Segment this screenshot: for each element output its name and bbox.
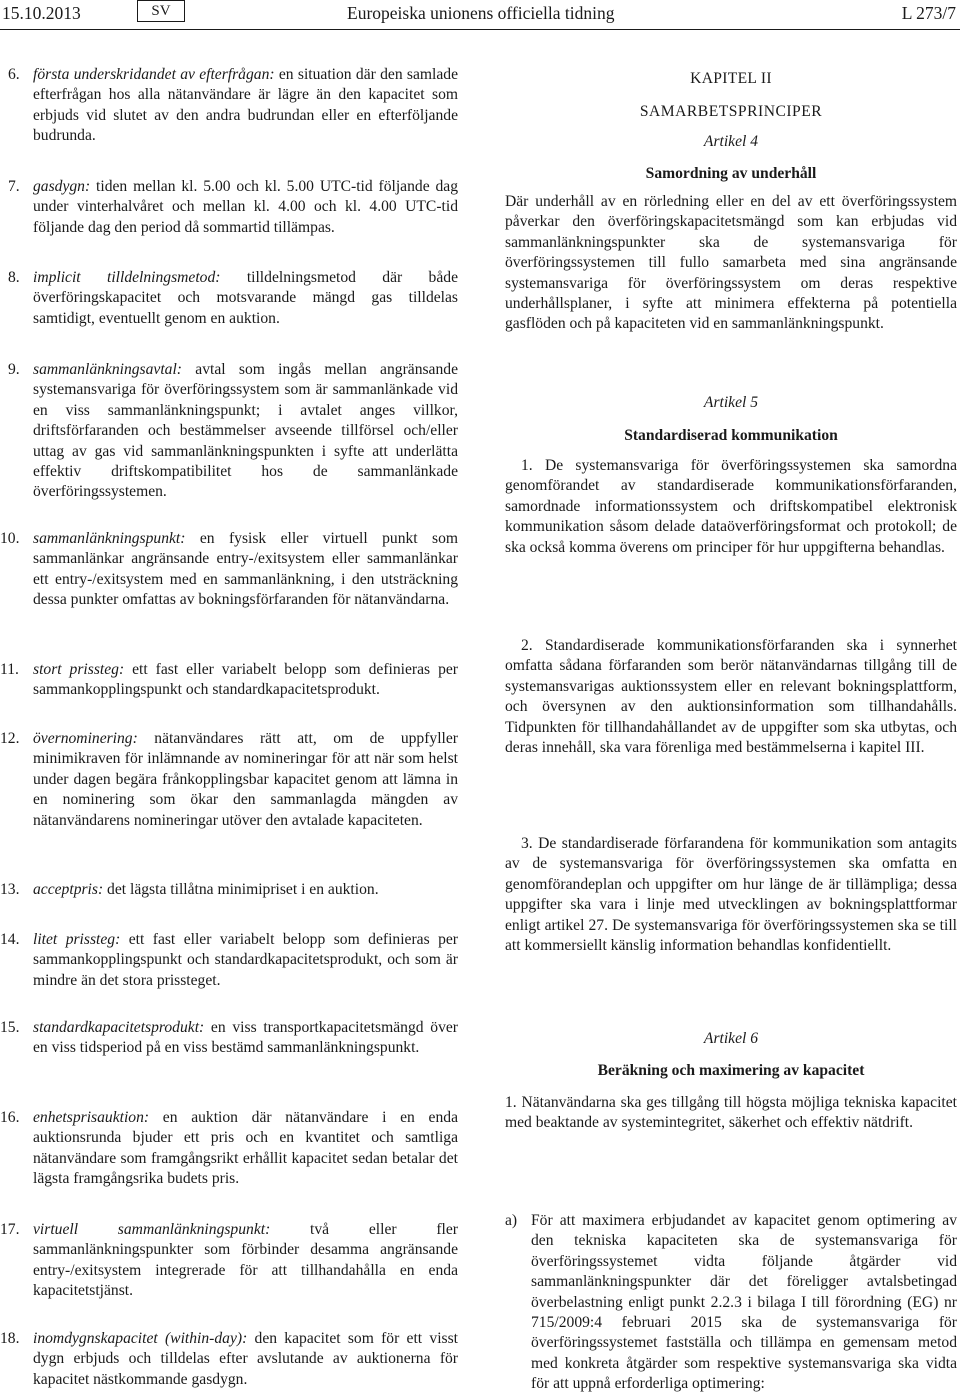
- publication-date: 15.10.2013: [2, 3, 81, 23]
- definition-term: övernominering:: [33, 730, 138, 747]
- definition-item: [8, 65, 458, 147]
- right-column: [505, 65, 957, 1393]
- list-marker: a): [505, 1212, 518, 1229]
- definition-term: acceptpris:: [33, 881, 104, 898]
- item-number: 8.: [8, 269, 20, 286]
- definition-item: [0, 529, 458, 611]
- article-6-label: Artikel 6: [703, 1030, 759, 1047]
- definition-text: avtal som ingås mellan angränsande systemansvariga för överföringssystem som är sammanlänkade vid en viss sammanlänkningspunkt; i avtalet anges villkor, driftsförfaranden och bestämmelser avseende tillförsel och/eller uttag av gas vid sammanlänkningspunkten i syfte att underlätta effektiv driftskompatibilitet hos de sammanlänkade överföringssystemen.: [33, 361, 458, 501]
- definition-text: tilldelningsmetod där både överföringskapacitet och motsvarande mängd gas tilldelas samtidigt, eventuellt genom en auktion.: [33, 269, 458, 327]
- article-5-title: Standardiserad kommunikation: [624, 427, 838, 444]
- article-6-title: Beräkning och maximering av kapacitet: [597, 1062, 865, 1079]
- item-number: 13.: [0, 881, 20, 898]
- definition-item: [0, 660, 458, 701]
- definition-term: sammanlänkningsavtal:: [33, 361, 182, 378]
- article-4-label: Artikel 4: [703, 133, 759, 150]
- item-number: 17.: [0, 1221, 20, 1238]
- left-column: [0, 65, 458, 1388]
- definition-term: litet prissteg:: [33, 931, 121, 948]
- item-number: 15.: [0, 1019, 20, 1036]
- definition-item: [0, 930, 458, 991]
- definition-term: gasdygn:: [33, 178, 91, 195]
- definition-term: inomdygnskapacitet (within-day):: [33, 1330, 248, 1347]
- page-header: [0, 0, 960, 30]
- item-number: 11.: [0, 661, 19, 678]
- definition-term: första underskridandet av efterfrågan:: [33, 66, 275, 83]
- item-number: 10.: [0, 530, 20, 547]
- definition-text: tiden mellan kl. 5.00 och kl. 5.00 UTC-tid följande dag under vinterhalvåret och mellan kl. 4.00 och kl. 4.00 UTC-tid följande dag den period då sommartid tillämpas.: [33, 178, 458, 236]
- definition-text: ett fast eller variabelt belopp som definieras per sammankopplingspunkt och standardkapacitetsprodukt.: [33, 661, 458, 699]
- definition-text: en situation där den samlade efterfrågan hos alla nätanvändare är lägre än den kapacitet som erbjuds vid slutet av den andra budrundan eller en efterföljande budrunda.: [33, 66, 458, 145]
- definition-item: [0, 1108, 458, 1190]
- article-6-paragraph-1: 1. Nätanvändarna ska ges tillgång till högsta möjliga tekniska kapacitet med beaktande av systemintegritet, säkerhet och effektiv nätdrift.: [505, 1094, 957, 1132]
- definition-text: nätanvändares rätt att, om de uppfyller minimikraven för inlämnande av nomineringar för att när som helst under dagen begära frånkopplingsbar kapacitet genom att lämna in en nominering som ökar den sammanlagda mängden av nätanvändarens nomineringar utöver den avtalade kapaciteten.: [33, 730, 458, 829]
- article-5-paragraph-1: 1. De systemansvariga för överföringssystemen ska samordna genomförandet av standardiserade kommunikationsförfaranden, samordnade informationssystem och driftskompatibel elektronisk kommunikation såsom delade dataöverföringsformat och protokoll; de ska också komma överens om principer för hur uppgifterna behandlas.: [505, 457, 957, 556]
- definition-item: [8, 177, 458, 238]
- article-5-paragraph-2: 2. Standardiserade kommunikationsförfaranden ska i synnerhet omfatta sådana förfaranden som berör nätanvändarnas tillgång till de systemansvarigas auktionssystem eller en relevant bokningsplattform, och översynen av den auktionsinformation som tillhandahålls. Tidpunkten för tillhandahållandet av de uppgifter som ska utbytas, och deras innehåll, ska vara förenliga med bestämmelserna i kapitel III.: [505, 637, 957, 757]
- definition-text: det lägsta tillåtna minimipriset i en auktion.: [103, 881, 379, 898]
- definition-item: [0, 1018, 458, 1059]
- definition-item: [8, 360, 458, 503]
- definition-item: [8, 268, 458, 329]
- definition-term: enhetsprisauktion:: [33, 1109, 150, 1126]
- definition-term: stort prissteg:: [33, 661, 125, 678]
- definition-term: implicit tilldelningsmetod:: [33, 269, 221, 286]
- definition-term: virtuell sammanlänkningspunkt:: [33, 1221, 271, 1238]
- item-number: 6.: [8, 66, 20, 83]
- header-rule: [0, 29, 960, 30]
- definition-item: [0, 729, 458, 831]
- definition-text: ett fast eller variabelt belopp som definieras per sammankopplingspunkt och standardkapacitetsprodukt, och som är mindre än det stora prissteget.: [33, 931, 458, 989]
- item-number: 16.: [0, 1109, 20, 1126]
- definition-text: en fysisk eller virtuell punkt som sammanlänkar angränsande entry-/exitsystem eller sammanlänkar ett entry-/exitsystem med en sammanlänkning, i den utsträckning dessa punkter omfattas av bokningsförfaranden för nätanvändarna.: [33, 530, 458, 609]
- list-item-text: För att maximera erbjudandet av kapacitet genom optimering av den tekniska kapaciteten ska de systemansvariga för överföringssystemet vidta följande åtgärder vid sammanlänkningspunkter där det föreligger avtalsbetingad överbelastning enligt punkt 2.2.3 i bilaga I till förordning (EG) nr 715/2009:4 februari 2015 ska de systemansvariga för överföringssystemet fastställa och tillämpa en gemensam metod med konkreta åtgärder som respektive systemansvariga ska vidta för att uppnå erforderliga optimering:: [531, 1212, 957, 1393]
- article-5-paragraph-3: 3. De standardiserade förfarandena för kommunikation som antagits av de systemansvariga för överföringssystemen ska omfatta en genomförandeplan och uppgifter om hur länge de är tillämpliga; dessa uppgifter ska vara i linje med utvecklingen av bokningsplattformar enligt artikel 27. De systemansvariga för överföringssystemen ska se till att kommersiellt känslig information behandlas konfidentiellt.: [505, 835, 957, 955]
- page-reference: L 273/7: [901, 3, 956, 23]
- definition-term: standardkapacitetsprodukt:: [33, 1019, 205, 1036]
- definition-item: [0, 880, 458, 900]
- journal-title: Europeiska unionens officiella tidning: [347, 3, 615, 23]
- item-number: 12.: [0, 730, 20, 747]
- article-4-title: Samordning av underhåll: [645, 165, 817, 182]
- definition-item: [0, 1329, 458, 1390]
- item-number: 9.: [8, 361, 20, 378]
- chapter-number: KAPITEL II: [690, 70, 772, 87]
- definition-text: en auktion där nätanvändare i en enda auktionsrunda bjuder ett pris och en kvantitet och samtliga nätanvändare som framgångsrikt erhållit kapacitet sedan betalar det lägsta framgångsrika budets pris.: [33, 1109, 458, 1188]
- definition-term: sammanlänkningspunkt:: [33, 530, 186, 547]
- item-number: 18.: [0, 1330, 20, 1347]
- language-badge: SV: [137, 0, 185, 22]
- article-5-label: Artikel 5: [703, 394, 759, 411]
- article-6-list-item-a: [505, 1211, 957, 1395]
- definition-item: [0, 1220, 458, 1302]
- article-4-text: Där underhåll av en rörledning eller en del av ett överföringssystem påverkar den överföringskapacitetsmängd som kan erbjudas vid sammanlänkningspunkter ska de systemansvariga för överföringssystemen till fullo samarbeta med sina angränsande systemansvariga för överföringssystem om deras respektive underhållsplaner, i syfte att minimera effekterna på potentiella gasflöden och på kapaciteten vid en sammanlänkningspunkt.: [505, 193, 957, 333]
- definition-text: en viss transportkapacitetsmängd över en viss tidsperiod på en viss bestämd sammanlänkningspunkt.: [33, 1019, 458, 1057]
- item-number: 7.: [8, 178, 20, 195]
- item-number: 14.: [0, 931, 20, 948]
- chapter-title: SAMARBETSPRINCIPER: [639, 103, 823, 120]
- definition-text: den kapacitet som för ett visst dygn erbjuds och tilldelas efter avslutande av auktionerna för kapacitet nästkommande gasdygn.: [33, 1330, 458, 1388]
- definition-text: två eller fler sammanlänkningspunkter som förbinder desamma angränsande entry-/exitsystem integrerade för att tillhandahålla en enda kapacitetstjänst.: [33, 1221, 458, 1300]
